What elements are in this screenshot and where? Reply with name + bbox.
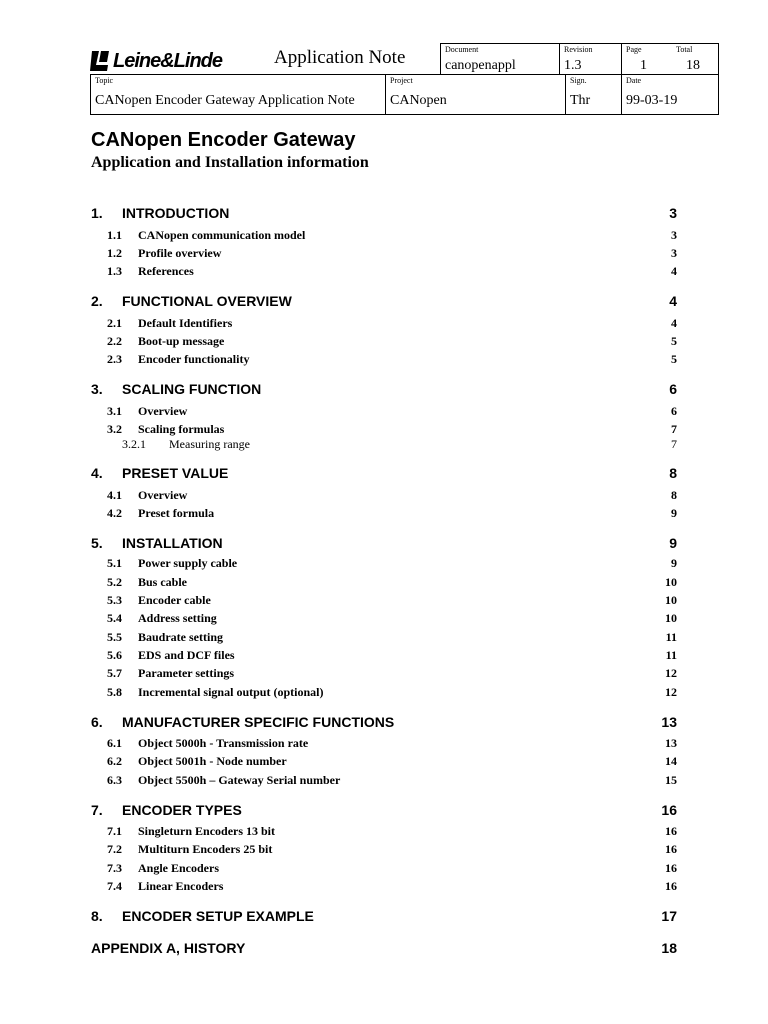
sign-value: Thr xyxy=(570,93,591,108)
toc-entry-number: 2. xyxy=(91,293,103,309)
toc-entry-title: Baudrate setting xyxy=(138,630,223,644)
toc-entry-title: Singleturn Encoders 13 bit xyxy=(138,824,276,838)
toc-entry-number: 7. xyxy=(91,802,103,818)
toc-entry-page: 14 xyxy=(665,754,677,768)
toc-entry-number: 1. xyxy=(91,205,103,221)
toc-entry-page: 18 xyxy=(661,940,677,956)
toc-entry-page: 9 xyxy=(671,506,677,520)
toc-entry-title: Measuring range xyxy=(169,437,250,451)
date-value: 99-03-19 xyxy=(626,93,678,108)
toc-entry-page: 6 xyxy=(669,381,677,397)
toc-entry-number: 6.2 xyxy=(107,754,122,768)
revision-label: Revision xyxy=(564,45,593,54)
document-header xyxy=(90,43,718,115)
toc-entry-page: 12 xyxy=(665,666,677,680)
project-value: CANopen xyxy=(390,93,447,108)
toc-entry-title: Overview xyxy=(138,404,188,418)
toc-entry-number: 3.2.1 xyxy=(122,437,146,451)
toc-entry-title: ENCODER SETUP EXAMPLE xyxy=(122,908,314,924)
toc-entry-page: 17 xyxy=(661,908,677,924)
toc-entry-number: 2.2 xyxy=(107,334,122,348)
toc-entry-number: 5.7 xyxy=(107,666,122,680)
toc-entry-page: 4 xyxy=(671,264,677,278)
toc-entry-page: 4 xyxy=(671,316,677,330)
toc-entry-number: 5.1 xyxy=(107,556,122,570)
toc-entry-number: 2.3 xyxy=(107,352,122,366)
toc-entry-page: 4 xyxy=(669,293,677,309)
toc-entry-page: 8 xyxy=(671,488,677,502)
toc-entry-title: Default Identifiers xyxy=(138,316,233,330)
toc-entry-number: 7.1 xyxy=(107,824,122,838)
toc-entry-page: 7 xyxy=(671,437,677,451)
toc-entry-page: 10 xyxy=(665,575,677,589)
toc-entry-page: 15 xyxy=(665,773,677,787)
revision-cell xyxy=(559,43,622,75)
sign-label: Sign. xyxy=(570,76,587,85)
document-cell xyxy=(440,43,560,75)
toc-entry-page: 7 xyxy=(671,422,677,436)
topic-label: Topic xyxy=(95,76,114,85)
topic-value: CANopen Encoder Gateway Application Note xyxy=(95,93,355,108)
page-cell xyxy=(621,43,719,75)
toc-entry-number: 7.3 xyxy=(107,861,122,875)
toc-entry-title: Profile overview xyxy=(138,246,222,260)
toc-entry-number: 3.2 xyxy=(107,422,122,436)
toc-entry-page: 9 xyxy=(671,556,677,570)
toc-entry-page: 3 xyxy=(669,205,677,221)
toc-entry-title: Overview xyxy=(138,488,188,502)
toc-entry-title: Linear Encoders xyxy=(138,879,224,893)
toc-entry-number: 4.1 xyxy=(107,488,122,502)
toc-entry-page: 16 xyxy=(665,824,677,838)
toc-entry-number: 1.3 xyxy=(107,264,122,278)
toc-entry-page: 3 xyxy=(671,228,677,242)
toc-entry-title: Object 5001h - Node number xyxy=(138,754,287,768)
toc-entry-title: INTRODUCTION xyxy=(122,205,230,221)
toc-entry-number: 5. xyxy=(91,535,103,551)
toc-entry-title: Boot-up message xyxy=(138,334,225,348)
toc-entry-number: 4. xyxy=(91,465,103,481)
toc-entry-title: References xyxy=(138,264,194,278)
toc-entry-page: 10 xyxy=(665,593,677,607)
company-logo xyxy=(90,48,222,74)
toc-entry-page: 16 xyxy=(665,861,677,875)
toc-entry-title: Angle Encoders xyxy=(138,861,219,875)
toc-entry-page: 12 xyxy=(665,685,677,699)
date-label: Date xyxy=(626,76,642,85)
toc-entry-title: Address setting xyxy=(138,611,217,625)
toc-entry-title: EDS and DCF files xyxy=(138,648,235,662)
toc-entry-title: PRESET VALUE xyxy=(122,465,229,481)
toc-entry-number: 2.1 xyxy=(107,316,122,330)
toc-entry-title: FUNCTIONAL OVERVIEW xyxy=(122,293,292,309)
toc-entry-page: 8 xyxy=(669,465,677,481)
toc-entry-number: 6. xyxy=(91,714,103,730)
project-label: Project xyxy=(390,76,413,85)
toc-entry-number: 6.3 xyxy=(107,773,122,787)
toc-entry-page: 3 xyxy=(671,246,677,260)
revision-value: 1.3 xyxy=(564,58,582,73)
toc-entry-number: 5.6 xyxy=(107,648,122,662)
toc-entry-title: Preset formula xyxy=(138,506,215,520)
toc-entry-number: 3.1 xyxy=(107,404,122,418)
toc-entry-title: MANUFACTURER SPECIFIC FUNCTIONS xyxy=(122,714,395,730)
toc-entry-page: 11 xyxy=(665,648,677,662)
toc-entry-page: 16 xyxy=(665,842,677,856)
toc-entry-number: 5.3 xyxy=(107,593,122,607)
document-value: canopenappl xyxy=(445,58,516,73)
toc-entry-number: 7.4 xyxy=(107,879,122,893)
toc-entry-number: 5.5 xyxy=(107,630,122,644)
toc-entry-page: 13 xyxy=(661,714,677,730)
toc-entry-title: Scaling formulas xyxy=(138,422,225,436)
toc-entry-number: 4.2 xyxy=(107,506,122,520)
toc-entry-title: CANopen communication model xyxy=(138,228,306,242)
toc-entry-title: Power supply cable xyxy=(138,556,238,570)
toc-entry-title: Encoder cable xyxy=(138,593,211,607)
doc-type: Application Note xyxy=(274,47,406,68)
page-title: CANopen Encoder Gateway xyxy=(91,129,356,151)
page-subtitle: Application and Installation information xyxy=(91,154,369,171)
toc-entry-page: 11 xyxy=(665,630,677,644)
toc-entry-number: 3. xyxy=(91,381,103,397)
toc-entry-title: Object 5500h – Gateway Serial number xyxy=(138,773,341,787)
total-value: 18 xyxy=(686,58,700,73)
toc-entry-number: 8. xyxy=(91,908,103,924)
toc-entry-number: 5.8 xyxy=(107,685,122,699)
toc-entry-title: SCALING FUNCTION xyxy=(122,381,262,397)
toc-entry-page: 5 xyxy=(671,334,677,348)
page-label: Page xyxy=(626,45,642,54)
page-value: 1 xyxy=(640,58,647,73)
toc-entry-title: Parameter settings xyxy=(138,666,235,680)
total-label: Total xyxy=(676,45,693,54)
project-cell xyxy=(385,74,566,115)
sign-cell xyxy=(565,74,622,115)
toc-entry-number: 6.1 xyxy=(107,736,122,750)
date-cell xyxy=(621,74,719,115)
toc-entry-number: 5.4 xyxy=(107,611,122,625)
brand-name: Leine&Linde xyxy=(113,49,223,72)
toc-entry-page: 5 xyxy=(671,352,677,366)
topic-cell xyxy=(90,74,386,115)
toc-entry-number: 1.2 xyxy=(107,246,122,260)
toc-entry-page: 13 xyxy=(665,736,677,750)
toc-entry-title: Bus cable xyxy=(138,575,188,589)
toc-entry-title: Multiturn Encoders 25 bit xyxy=(138,842,273,856)
toc-entry-number: 7.2 xyxy=(107,842,122,856)
toc-entry-page: 6 xyxy=(671,404,677,418)
toc-entry-page: 10 xyxy=(665,611,677,625)
toc-entry-title: Object 5000h - Transmission rate xyxy=(138,736,309,750)
toc-entry-number: 1.1 xyxy=(107,228,122,242)
toc-entry-title: Encoder functionality xyxy=(138,352,250,366)
toc-entry-title: ENCODER TYPES xyxy=(122,802,242,818)
logo-mark-icon xyxy=(90,50,110,72)
toc-entry-page: 16 xyxy=(661,802,677,818)
toc-entry-number: 5.2 xyxy=(107,575,122,589)
toc-entry-title: Incremental signal output (optional) xyxy=(138,685,324,699)
document-label: Document xyxy=(445,45,479,54)
toc-entry-page: 9 xyxy=(669,535,677,551)
toc-entry-title: INSTALLATION xyxy=(122,535,223,551)
toc-entry-title: APPENDIX A, HISTORY xyxy=(91,940,246,956)
toc-entry-page: 16 xyxy=(665,879,677,893)
